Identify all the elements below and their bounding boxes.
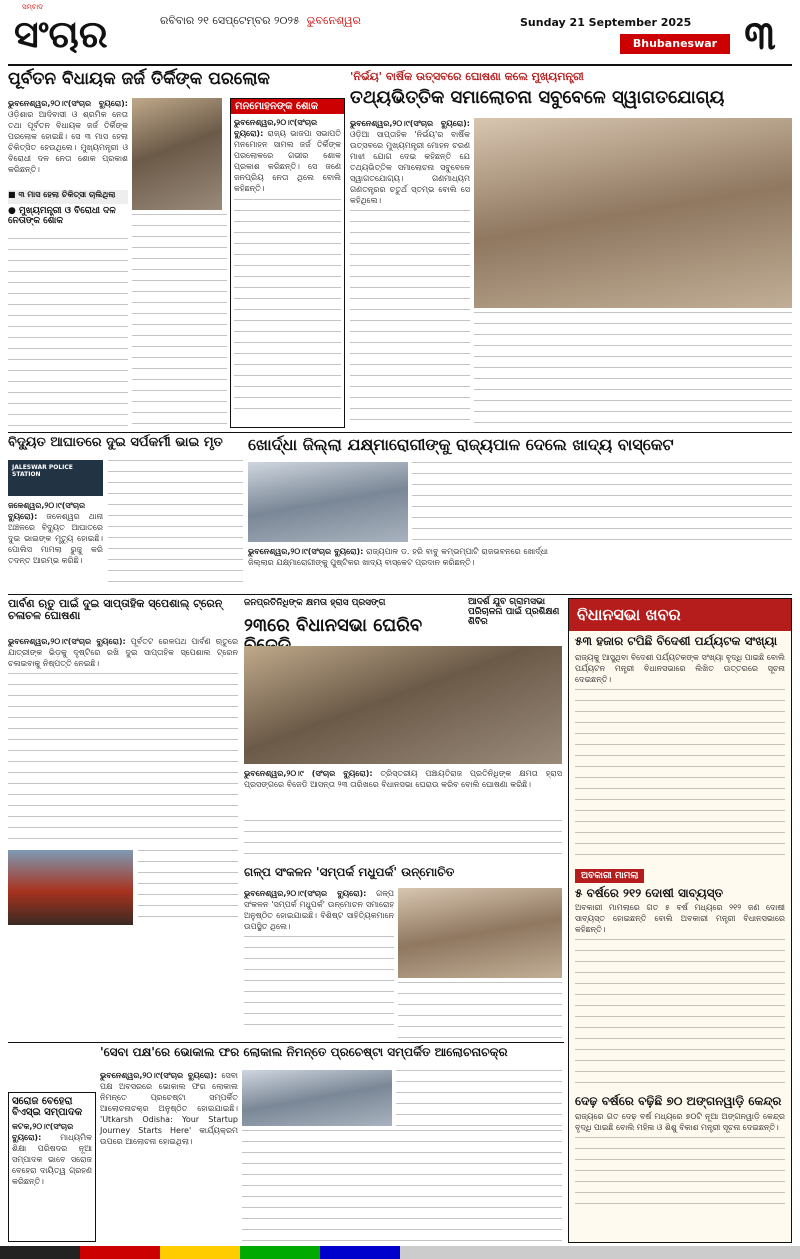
bjd-body: ତ୍ରିସ୍ତରୀୟ ପଞ୍ଚାୟତିରାଜ ପ୍ରତିନିଧିଙ୍କ କ୍ଷମତା ହ୍ରାସ ପ୍ରସଙ୍ଗରେ ବିଜେଡି ଆସନ୍ତା ୨୩ ତାରିଖରେ ବିଧାନସଭା ଘେରାଉ କରିବ ବୋଲି ଘୋଷଣା କରିଛି।: [244, 769, 563, 789]
manmohan-dateline: ଭୁବନେଶ୍ୱର,୨୦।୯(ସଂଚାର ବ୍ୟୁରୋ):: [234, 118, 318, 138]
bjd-dateline: ଭୁବନେଶ୍ୱର,୨୦।୯ (ସଂଚାର ବ୍ୟୁରୋ):: [244, 769, 373, 778]
saroj-body: ମାଧ୍ୟମିକ ଶିକ୍ଷା ପରିଷଦର ନୂଆ ସମ୍ପାଦକ ଭାବେ ସରୋଜ ବେହେରା ଦାୟିତ୍ୱ ଗ୍ରହଣ କରିଛନ୍ତି।: [12, 1133, 92, 1186]
anganwadi-body: ରାଜ୍ୟରେ ଗତ ଦେଢ଼ ବର୍ଷ ମଧ୍ୟରେ ୭୦ଟି ନୂଆ ଅଙ୍ଗନୱାଡ଼ି କେନ୍ଦ୍ର ବୃଦ୍ଧି ପାଇଛି ବୋଲି ମହିଳା ଓ ଶିଶୁ ବିକାଶ ମନ୍ତ୍ରୀ ସୂଚନା ଦେଇଛନ୍ତି।: [575, 1111, 785, 1132]
page-number: ୩: [744, 13, 776, 59]
george-body-columns-2: [132, 214, 227, 428]
seva-body: ସେବା ପକ୍ଷ ଅବସରରେ ଭୋକାଲ ଫର ଲୋକାଲ ନିମନ୍ତେ ପ୍ରଚେଷ୍ଟା ସମ୍ପର୍କିତ ଆଲୋଚନାଚକ୍ର ଅନୁଷ୍ଠିତ ହୋଇଯାଇଛି। 'Utkarsh Odisha: Your Startup Journey Starts Here' କାର୍ଯ୍ୟକ୍ରମ ଉପରେ ଆଲୋଚନା ହୋଇଥିଲା।: [100, 1071, 238, 1146]
youth-headline: ଆଦର୍ଶ ଯୁବ ଗ୍ରାମସଭା ପରିଚାଳନା ପାଇଁ ପ୍ରଶିକ୍ଷଣ ଶିବିର: [468, 597, 560, 627]
khordha-body: ରାଜ୍ୟପାଳ ଡ. ହରି ବାବୁ କମ୍ଭମ୍ପାଟି ରାଜଭବନରେ ଖୋର୍ଦ୍ଧା ଜିଲ୍ଲାର ଯକ୍ଷ୍ମାରୋଗୀଙ୍କୁ ପୁଷ୍ଟିକର ଖାଦ୍ୟ ବାସ୍କେଟ ପ୍ରଦାନ କରିଛନ୍ତି।: [248, 547, 549, 567]
train-columns-2: [138, 850, 238, 925]
sampark-dateline: ଭୁବନେଶ୍ୱର,୨୦।୯(ସଂଚାର ବ୍ୟୁରୋ):: [244, 889, 367, 898]
odia-date-text: ରବିବାର ୨୧ ସେପ୍ଟେମ୍ବର ୨୦୨୫: [160, 14, 300, 27]
electric-body: ଜଳେଶ୍ୱର ଥାନା ଅଞ୍ଚଳରେ ବିଦ୍ୟୁତ ଆଘାତରେ ଦୁଇ ଭାଇଙ୍କ ମୃତ୍ୟୁ ହୋଇଛି। ପୋଲିସ ମାମଲା ରୁଜୁ କରି ତଦନ୍ତ ଆରମ୍ଭ କରିଛି।: [8, 512, 104, 565]
nirbhaya-headline: ତଥ୍ୟଭିତ୍ତିକ ସମାଲୋଚନା ସବୁବେଳେ ସ୍ୱାଗତଯୋଗ୍ୟ: [350, 87, 725, 108]
anganwadi-columns: [575, 1137, 785, 1207]
manmohan-box: [230, 98, 345, 428]
section-divider-1: [8, 432, 792, 433]
train-headline: ପାର୍ବଣ ଋତୁ ପାଇଁ ଦୁଇ ସାପ୍ତାହିକ ସ୍ପେଶାଲ୍ ଟ୍ରେନ୍ ଚଳାଚଳ ଘୋଷଣା: [8, 597, 223, 623]
seva-photo: [242, 1070, 392, 1126]
bjd-columns: [244, 820, 562, 860]
electric-headline: ବିଦ୍ୟୁତ ଆଘାତରେ ଦୁଇ ସର୍ପକର୍ମୀ ଭାଇ ମୃତ: [8, 435, 223, 450]
tourist-headline: ୫୩ ହଜାର ଟପିଛି ବିଦେଶୀ ପର୍ଯ୍ୟଟକ ସଂଖ୍ୟା: [575, 634, 778, 648]
khordha-headline: ଖୋର୍ଦ୍ଧା ଜିଲ୍ଲା ଯକ୍ଷ୍ମାରୋଗୀଙ୍କୁ ରାଜ୍ୟପାଳ ଦେଲେ ଖାଦ୍ୟ ବାସ୍କେଟ: [248, 435, 674, 454]
train-body: ପୂର୍ବତଟ ରେଳପଥ ପାର୍ବଣ ଋତୁରେ ଯାତ୍ରୀଙ୍କ ଭିଡ଼କୁ ଦୃଷ୍ଟିରେ ରଖି ଦୁଇ ସାପ୍ତାହିକ ସ୍ପେଶାଲ ଟ୍ରେନ ଚଳାଇବାକୁ ନିଷ୍ପତ୍ତି ନେଇଛି।: [8, 637, 239, 668]
newspaper-logo: ସଂଚାର: [14, 12, 108, 56]
bjd-text: [244, 768, 562, 818]
manmohan-label: ମନମୋହନଙ୍କ ଶୋକ: [231, 99, 344, 114]
color-registration-strip: [0, 1246, 800, 1259]
nirbhaya-dateline: ଭୁବନେଶ୍ୱର,୨୦।୯(ସଂଚାର ବ୍ୟୁରୋ):: [350, 119, 470, 128]
nirbhaya-columns: [350, 210, 470, 430]
excise-headline: ୫ ବର୍ଷରେ ୨୧୨ ଦୋଷୀ ସାବ୍ୟସ୍ତ: [575, 886, 724, 901]
train-dateline: ଭୁବନେଶ୍ୱର,୨୦।୯(ସଂଚାର ବ୍ୟୁରୋ):: [8, 637, 126, 646]
george-headline: ପୂର୍ବତନ ବିଧାୟକ ଜର୍ଜ ତିର୍କିଙ୍କ ପରଲୋକ: [8, 69, 270, 89]
electric-dateline: ଜଳେଶ୍ୱର,୨୦।୯(ସଂଚାର ବ୍ୟୁରୋ):: [8, 501, 86, 521]
manmohan-body: ରାଜ୍ୟ ଭାଜପା ସଭାପତି ମନମୋହନ ସାମଲ ଜର୍ଜ ତିର୍କିଙ୍କ ପରଲୋକରେ ଗଭୀର ଶୋକ ପ୍ରକାଶ କରିଛନ୍ତି। ସେ ଜଣେ ଜନପ୍ରିୟ ନେତା ଥିଲେ ବୋଲି କହିଛନ୍ତି।: [234, 129, 341, 193]
nirbhaya-body: ଓଡ଼ିଆ ସାପ୍ତାହିକ 'ନିର୍ଭୟ'ର ବାର୍ଷିକ ଉତ୍ସବରେ ମୁଖ୍ୟମନ୍ତ୍ରୀ ମୋହନ ଚରଣ ମାଝୀ ଯୋଗ ଦେଇ କହିଛନ୍ତି ଯେ ତଥ୍ୟଭିତ୍ତିକ ସମାଲୋଚନା ସବୁବେଳେ ସ୍ୱାଗତଯୋଗ୍ୟ। ଗଣମାଧ୍ୟମ ଗଣତନ୍ତ୍ରର ଚତୁର୍ଥ ସ୍ତମ୍ଭ ବୋଲି ସେ କହିଥିଲେ।: [350, 130, 470, 205]
george-headline-box: [8, 70, 343, 94]
odia-date: [160, 14, 430, 34]
sampark-headline: ଗଳ୍ପ ସଂକଳନ 'ସମ୍ପର୍କ ମଧୁପର୍କ' ଉନ୍ମୋଚିତ: [244, 865, 455, 879]
sampark-body: ଗଳ୍ପ ସଂକଳନ 'ସମ୍ପର୍କ ମଧୁପର୍କ' ଉନ୍ମୋଚନ ସମାରୋହ ଅନୁଷ୍ଠିତ ହୋଇଯାଇଛି। ବିଶିଷ୍ଟ ସାହିତ୍ୟିକମାନେ ଉପସ୍ଥିତ ଥିଲେ।: [244, 889, 395, 931]
excise-tag: ଅବକାରୀ ମାମଲା: [575, 869, 644, 883]
logo-tagline: ସମ୍ବାଦ: [22, 3, 43, 11]
sampark-text: [244, 888, 394, 1038]
police-station-sign: JALESWAR POLICE STATION: [12, 464, 73, 478]
tourist-columns: [575, 689, 785, 859]
police-station-photo: [8, 460, 103, 496]
train-columns: [8, 673, 238, 843]
george-subhead-2: ● ମୁଖ୍ୟମନ୍ତ୍ରୀ ଓ ବିରୋଧୀ ଦଳ ନେତାଙ୍କ ଶୋକ: [8, 206, 116, 226]
nirbhaya-columns-2: [474, 312, 792, 428]
saroj-box: [8, 1092, 96, 1242]
vidhansabha-title: ବିଧାନସଭା ଖବର: [569, 599, 791, 631]
khordha-columns: [412, 462, 792, 542]
train-text: [8, 636, 238, 846]
khordha-dateline: ଭୁବନେଶ୍ୱର,୨୦।୯(ସଂଚାର ବ୍ୟୁରୋ):: [248, 547, 364, 556]
george-tirkey-photo: [132, 98, 222, 210]
seva-text: [100, 1070, 238, 1242]
seva-dateline: ଭୁବନେଶ୍ୱର,୨୦।୯(ସଂଚାର ବ୍ୟୁରୋ):: [100, 1071, 218, 1080]
george-body-columns: [8, 238, 128, 428]
george-subhead-1: ■ ୩ ମାସ ହେଲା ଚିକିତ୍ସା ଚାଲିଥିଲା: [8, 190, 128, 204]
nirbhaya-event-photo: [474, 118, 792, 308]
sampark-columns-2: [398, 982, 562, 1038]
bjd-kicker: ଜନପ୍ରତିନିଧିଙ୍କ କ୍ଷମତା ହ୍ରାସ ପ୍ରସଙ୍ଗ: [244, 598, 386, 608]
city-tag: Bhubaneswar: [620, 34, 730, 54]
anganwadi-headline: ଦେଢ଼ ବର୍ଷରେ ବଢ଼ିଛି ୭୦ ଅଙ୍ଗନୱାଡ଼ି କେନ୍ଦ୍ର: [575, 1094, 782, 1109]
sampark-columns: [244, 936, 394, 1026]
odia-city: ଭୁବନେଶ୍ୱର: [306, 14, 361, 27]
vidhansabha-box: [568, 598, 792, 1243]
george-dateline: ଭୁବନେଶ୍ୱର,୨୦।୯(ସଂଚାର ବ୍ୟୁରୋ):: [8, 99, 128, 108]
electric-columns: [108, 460, 243, 590]
manmohan-columns: [234, 199, 341, 419]
excise-body: ଅବକାରୀ ମାମଲାରେ ଗତ ୫ ବର୍ଷ ମଧ୍ୟରେ ୨୧୨ ଜଣ ଦୋଷୀ ସାବ୍ୟସ୍ତ ହୋଇଛନ୍ତି ବୋଲି ଅବକାରୀ ମନ୍ତ୍ରୀ ବିଧାନସଭାରେ କହିଛନ୍ତି।: [575, 903, 785, 935]
masthead-divider: [8, 64, 792, 66]
seva-columns-2: [396, 1070, 562, 1126]
masthead: [0, 0, 800, 66]
saroj-text: [9, 1121, 95, 1187]
sampark-photo: [398, 888, 562, 978]
george-intro: [8, 98, 128, 188]
saroj-headline: ସରୋଜ ବେହେରା ବିଏସ୍ଇ ସମ୍ପାଦକ: [12, 1096, 83, 1118]
khordha-photo: [248, 462, 408, 542]
section-divider-2: [8, 594, 792, 595]
saroj-dateline: କଟକ,୨୦।୯(ସଂଚାର ବ୍ୟୁରୋ):: [12, 1122, 74, 1142]
seva-headline: 'ସେବା ପକ୍ଷ'ରେ ଭୋକାଲ ଫର ଲୋକାଲ ନିମନ୍ତେ ପ୍ରଚେଷ୍ଟା ସମ୍ପର୍କିତ ଆଲୋଚନାଚକ୍ର: [100, 1045, 508, 1059]
tourist-body: ରାଜ୍ୟକୁ ଆସୁଥିବା ବିଦେଶୀ ପର୍ଯ୍ୟଟକଙ୍କ ସଂଖ୍ୟା ବୃଦ୍ଧି ପାଇଛି ବୋଲି ପର୍ଯ୍ୟଟନ ମନ୍ତ୍ରୀ ବିଧାନସଭାରେ ଲିଖିତ ଉତ୍ତରରେ ସୂଚନା ଦେଇଛନ୍ତି।: [575, 653, 785, 685]
bjd-headline: ୨୩ରେ ବିଧାନସଭା ଘେରିବ: [244, 615, 423, 636]
section-divider-3: [8, 1042, 564, 1043]
nirbhaya-text: [350, 118, 470, 428]
nirbhaya-kicker: 'ନିର୍ଭୟ' ବାର୍ଷିକ ଉତ୍ସବରେ ଘୋଷଣା କଲେ ମୁଖ୍ୟମନ୍ତ୍ରୀ: [350, 70, 584, 83]
seva-columns: [242, 1130, 562, 1242]
english-date: Sunday 21 September 2025: [520, 16, 692, 29]
electric-text: [8, 500, 103, 590]
train-photo: [8, 850, 133, 925]
bjd-press-photo: [244, 646, 562, 764]
george-body: ଓଡ଼ିଶାର ଆଦିବାସୀ ଓ ଶ୍ରମିକ ନେତା ତଥା ପୂର୍ବତନ ବିଧାୟକ ଜର୍ଜ ତିର୍କିଙ୍କ ପରଲୋକ ହୋଇଛି। ସେ ୩ ମାସ ହେଲା ଚିକିତ୍ସିତ ହେଉଥିଲେ। ମୁଖ୍ୟମନ୍ତ୍ରୀ ଓ ବିରୋଧୀ ଦଳ ନେତା ଶୋକ ପ୍ରକାଶ କରିଛନ୍ତି।: [8, 110, 128, 174]
khordha-text: [248, 546, 548, 590]
excise-columns: [575, 939, 785, 1089]
